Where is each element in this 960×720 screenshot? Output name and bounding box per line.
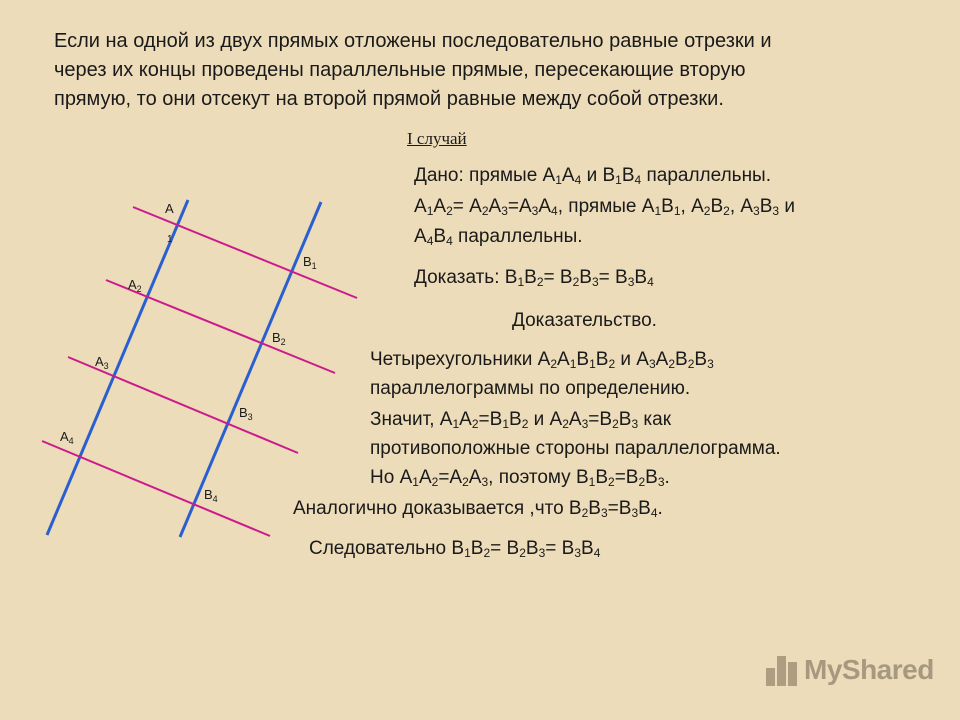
to-prove: Доказать: $В_1В_2= В_2В_3= В_3В_4$	[414, 267, 654, 289]
bar-chart-icon	[766, 654, 798, 686]
line-a	[47, 200, 188, 535]
proof-line-1: Четырехугольники $А_2А_1В_1В_2$ и $А_3А_2В_2В_3$	[370, 349, 714, 371]
case-title: I случай	[407, 129, 467, 148]
line-b	[180, 202, 321, 537]
label-a1-index: 1	[167, 234, 173, 245]
label-b4: $B_4$	[204, 487, 218, 504]
proof-line-2: параллелограммы по определению.	[370, 378, 691, 399]
label-a4: $A_4$	[60, 429, 74, 446]
watermark-text: MyShared	[804, 654, 934, 685]
proof-line-5: Но $А_1А_2=А_2А_3$, поэтому $В_1В_2=В_2В_3$.	[370, 467, 670, 489]
theorem-line-3: прямую, то они отсекут на второй прямой равные между собой отрезки.	[54, 88, 724, 110]
proof-line-3: Значит, $А_1А_2=В_1В_2$ и $А_2А_3=В_2В_3$ как	[370, 409, 672, 431]
proof-title: Доказательство.	[512, 310, 657, 331]
label-b1: $B_1$	[303, 254, 317, 271]
theorem-line-2: через их концы проведены параллельные прямые, пересекающие вторую	[54, 59, 746, 81]
conclusion: Следовательно $В_1В_2= В_2В_3= В_3В_4$	[309, 538, 601, 560]
given-line-2: $А_1А_2= А_2А_3=А_3А_4$, прямые $А_1В_1$, $А_2В_2$, $А_3В_3$ и	[414, 196, 796, 218]
theorem-line-1: Если на одной из двух прямых отложены последовательно равные отрезки и	[54, 30, 772, 52]
label-a3: $A_3$	[95, 354, 109, 371]
given-line-1: Дано: прямые $А_1А_4$ и $В_1В_4$ параллельны.	[414, 165, 771, 187]
parallel-line-4	[42, 441, 270, 536]
given-line-3: $А_4В_4$ параллельны.	[414, 226, 583, 248]
proof-line-4: противоположные стороны параллелограмма.	[370, 438, 781, 459]
watermark	[766, 654, 934, 686]
label-b3: $B_3$	[239, 405, 253, 422]
proof-line-6: Аналогично доказывается ,что $В_2В_3=В_3В_4$.	[293, 498, 663, 520]
label-a2: $A_2$	[128, 277, 142, 294]
label-a1-letter: A	[165, 201, 174, 216]
label-b2: $B_2$	[272, 330, 286, 347]
